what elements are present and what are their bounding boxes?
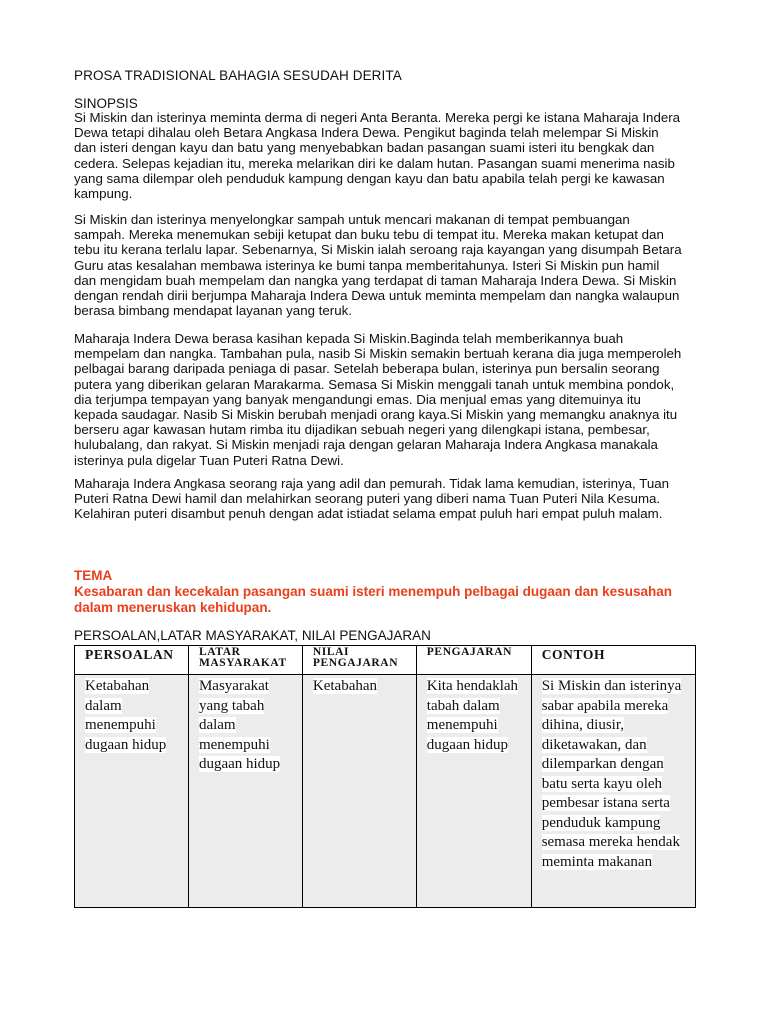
sinopsis-paragraph-4: Maharaja Indera Angkasa seorang raja yang adil dan pemurah. Tidak lama kemudian, isterinya, Tuan Puteri Ratna Dewi hamil dan melahirkan seorang puteri yang diberi nama Tuan Puteri Nila Kesuma. Kelahiran puteri disambut penuh dengan adat istiadat selama empat puluh hari empat puluh malam. [74, 476, 670, 522]
tema-label: TEMA [74, 568, 113, 583]
sinopsis-heading: SINOPSIS [74, 96, 138, 111]
cell-nilai-pengajaran: Ketabahan [302, 675, 416, 908]
header-pengajaran: PENGAJARAN [416, 646, 531, 675]
sinopsis-paragraph-1: Si Miskin dan isterinya meminta derma di negeri Anta Beranta. Mereka pergi ke istana Maharaja Indera Dewa tetapi dihalau oleh Betara Angkasa Indera Dewa. Pengikut baginda telah melempar Si Miskin dan isteri dengan kayu dan batu yang menyebabkan badan pasangan suami isteri itu bengkak dan cedera. Selepas kejadian itu, mereka melarikan diri ke dalam hutan. Pasangan suami menerima nasib yang sama dilempar oleh penduduk kampung dengan kayu dan batu apabila telah pergi ke kawasan kampung. [74, 110, 681, 202]
cell-contoh: Si Miskin dan isterinya sabar apabila mereka dihina, diusir, diketawakan, dan dilemparkan dengan batu serta kayu oleh pembesar istana serta penduduk kampung semasa mereka hendak meminta makanan [531, 675, 695, 908]
table-header-row [75, 646, 696, 675]
document-title: PROSA TRADISIONAL BAHAGIA SESUDAH DERITA [74, 68, 402, 83]
table-caption: PERSOALAN,LATAR MASYARAKAT, NILAI PENGAJARAN [74, 628, 431, 643]
cell-persoalan: Ketabahan dalam menempuhi dugaan hidup [75, 675, 189, 908]
header-nilai-pengajaran: NILAI PENGAJARAN [302, 646, 416, 675]
values-table [74, 645, 696, 908]
cell-latar-masyarakat: Masyarakat yang tabah dalam menempuhi dugaan hidup [188, 675, 302, 908]
table-row [75, 675, 696, 908]
header-latar-masyarakat: LATAR MASYARAKAT [188, 646, 302, 675]
header-persoalan: PERSOALAN [75, 646, 189, 675]
sinopsis-paragraph-2: Si Miskin dan isterinya menyelongkar sampah untuk mencari makanan di tempat pembuangan sampah. Mereka menemukan sebiji ketupat dan buku tebu di tempat itu. Mereka makan ketupat dan tebu itu kerana terlalu lapar. Sebenarnya, Si Miskin ialah seroang raja kayangan yang disumpah Betara Guru atas kesalahan membawa isterinya ke bumi tanpa memberitahunya. Isteri Si Miskin pun hamil dan mengidam buah mempelam dan nangka yang terdapat di taman Maharaja Indera Dewa. Si Miskin dengan rendah dirii berjumpa Maharaja Indera Dewa untuk meminta mempelam dan nangka walaupun berasa bimbang mendapat layanan yang teruk. [74, 212, 682, 319]
tema-text: Kesabaran dan kecekalan pasangan suami isteri menempuh pelbagai dugaan dan kesusahan dalam meneruskan kehidupan. [74, 584, 672, 615]
cell-pengajaran: Kita hendaklah tabah dalam menempuhi dugaan hidup [416, 675, 531, 908]
header-contoh: CONTOH [531, 646, 695, 675]
sinopsis-paragraph-3: Maharaja Indera Dewa berasa kasihan kepada Si Miskin.Baginda telah memberikannya buah mempelam dan nangka. Tambahan pula, nasib Si Miskin semakin bertuah kerana dia juga memperoleh pelbagai barang daripada peniaga di pasar. Setelah beberapa bulan, isterinya pun bersalin seorang putera yang diberikan gelaran Marakarma. Semasa Si Miskin menggali tanah untuk membina pondok, dia terjumpa tempayan yang banyak mengandungi emas. Dia menjual emas yang ditemuinya itu kepada saudagar. Nasib Si Miskin berubah menjadi orang kaya.Si Miskin yang memangku anaknya itu berseru agar kawasan hutam rimba itu dijadikan sebuah negeri yang dilengkapi istana, pembesar, hulubalang, dan rakyat. Si Miskin menjadi raja dengan gelaran Maharaja Indera Angkasa manakala isterinya pula digelar Tuan Puteri Ratna Dewi. [74, 331, 682, 468]
